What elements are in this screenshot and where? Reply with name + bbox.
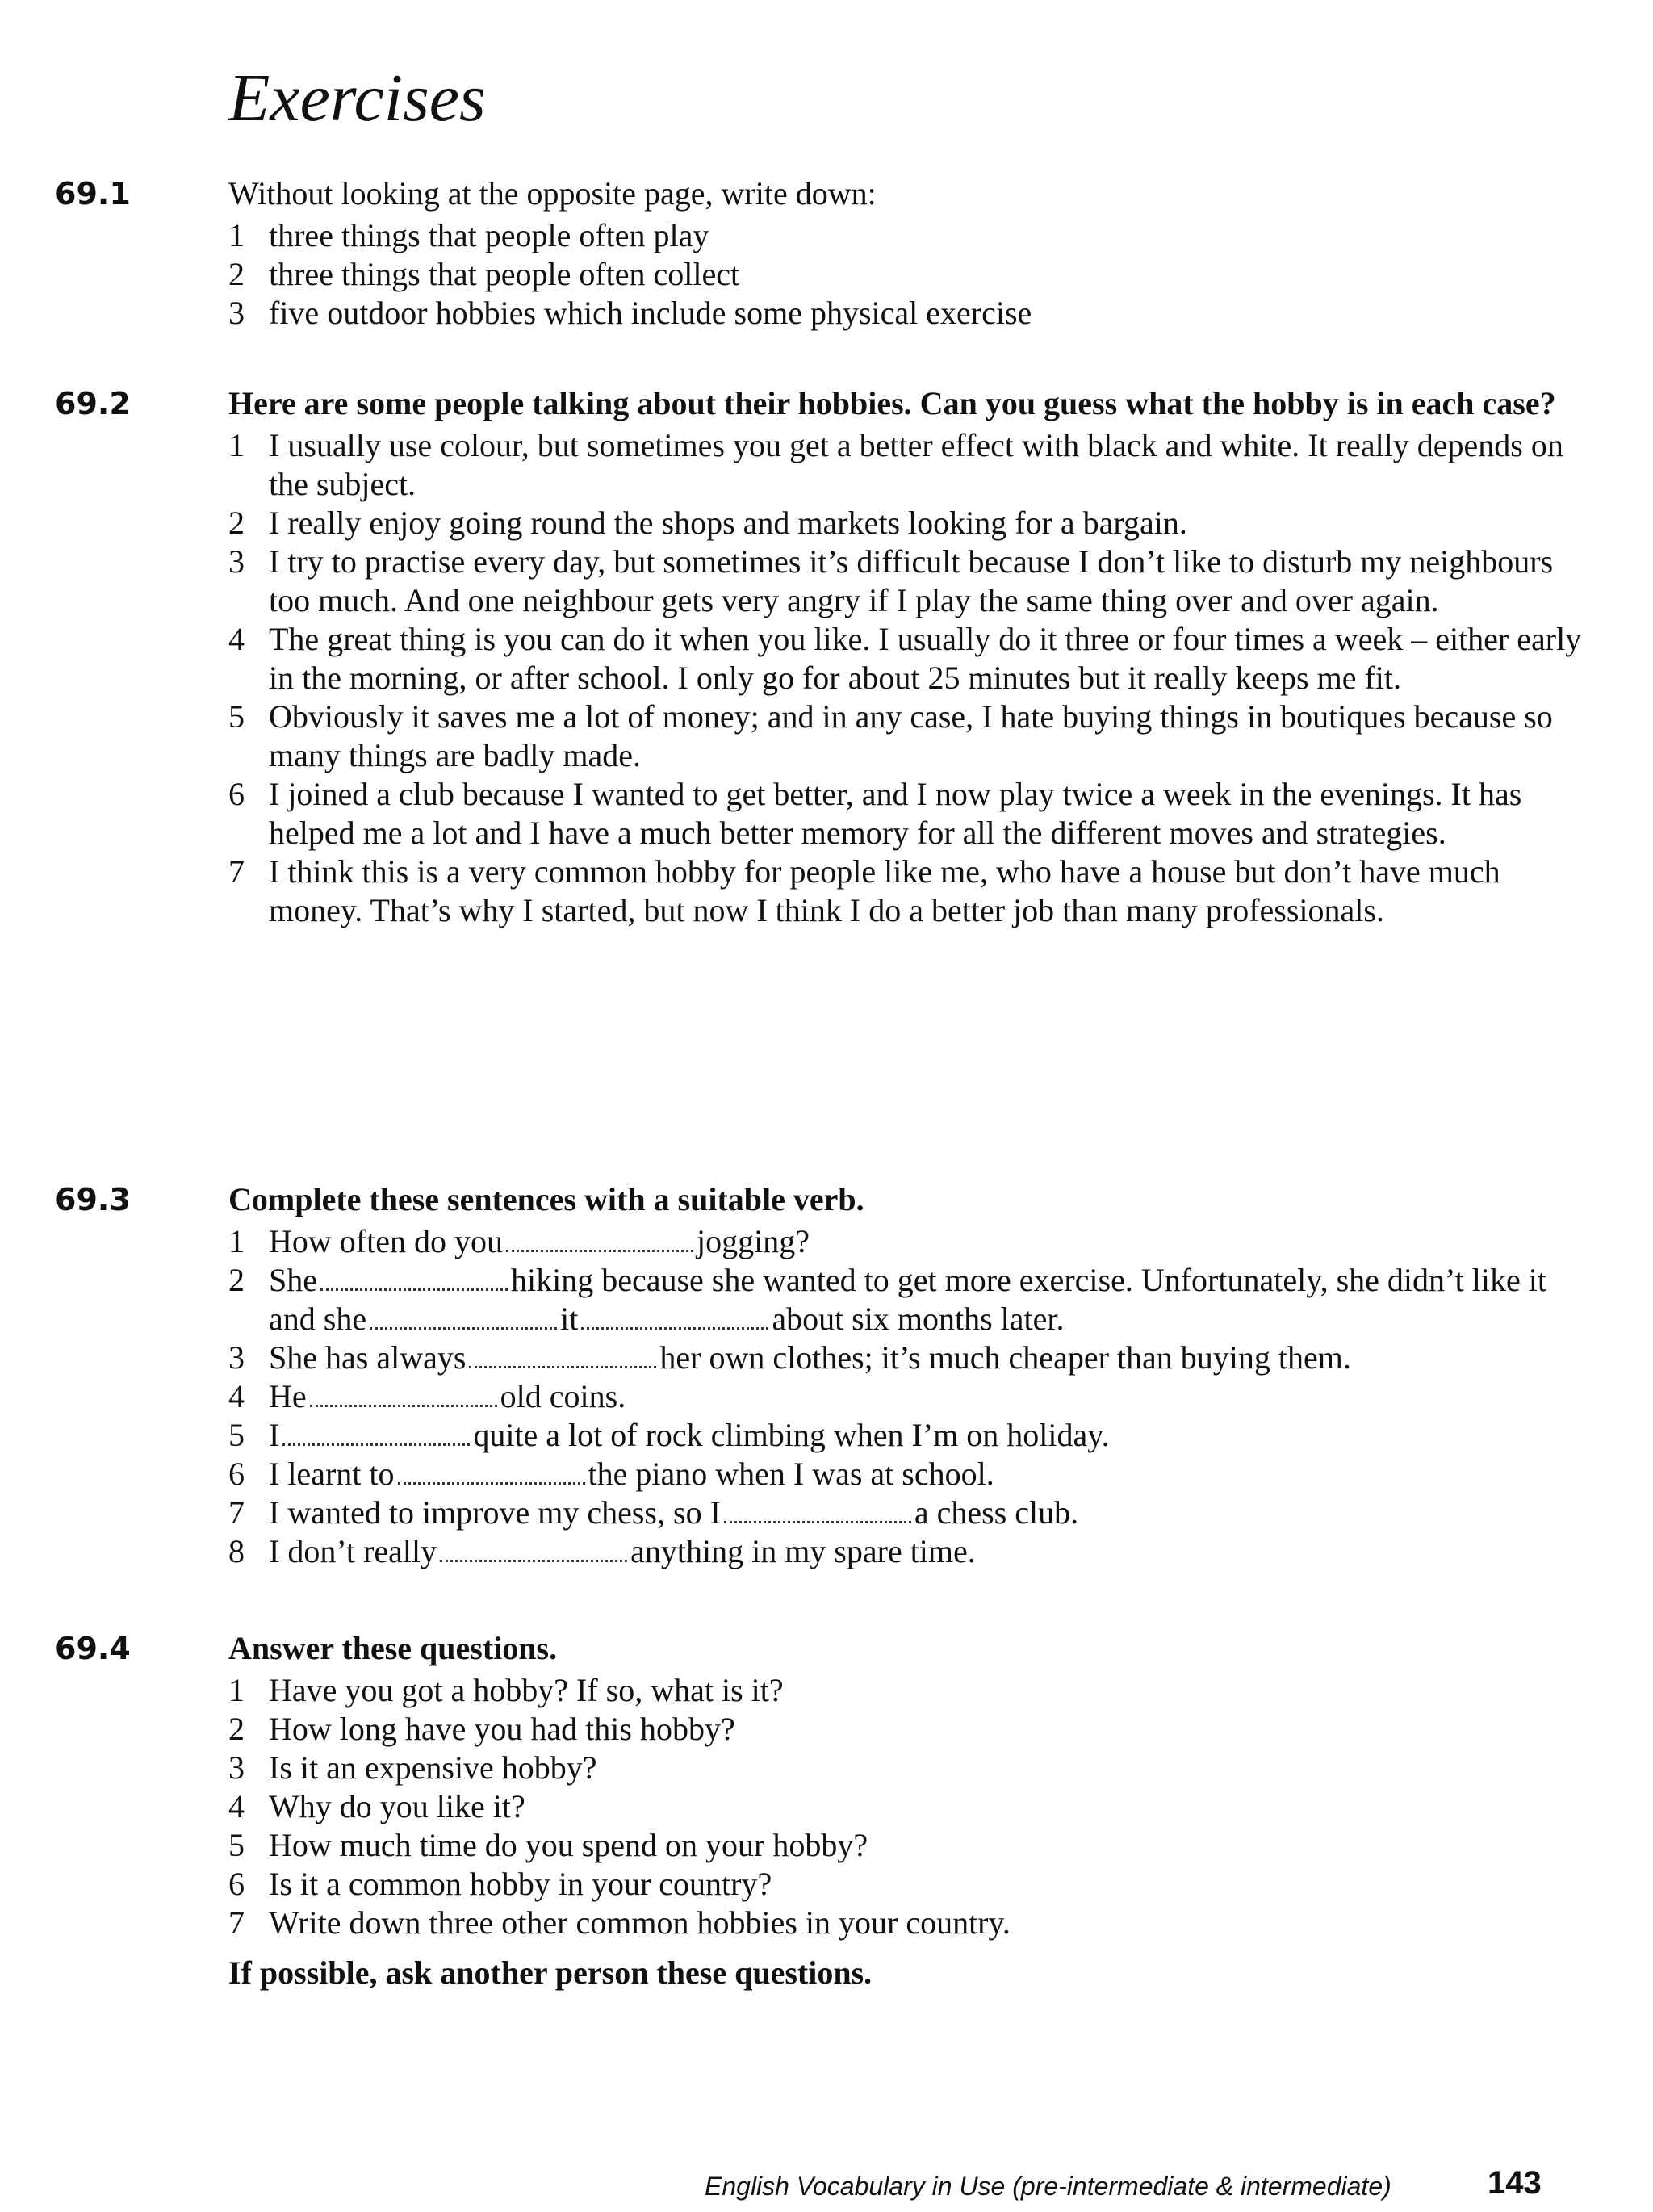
item-number: 3: [228, 1339, 245, 1376]
exercise-instruction: Answer these questions.: [228, 1630, 558, 1666]
item-text: I wanted to improve my chess, so I: [269, 1494, 721, 1531]
exercise-items: [228, 216, 1584, 333]
exercise-number: 69.3: [55, 1182, 131, 1217]
exercise-item: [228, 1671, 1584, 1710]
exercise-number: 69.2: [55, 386, 131, 421]
item-number: 1: [228, 1672, 245, 1708]
exercise-item: [228, 543, 1584, 620]
exercise-item: [228, 1865, 1584, 1904]
exercise-body: [228, 1629, 1584, 1992]
item-number: 7: [228, 1904, 245, 1941]
item-text: I usually use colour, but sometimes you get a better effect with black and white. It really depends on the subject.: [269, 427, 1563, 502]
item-text: about six months later.: [772, 1301, 1065, 1337]
answer-blank[interactable]: [370, 1303, 557, 1330]
item-text: Is it an expensive hobby?: [269, 1749, 597, 1786]
item-number: 2: [228, 505, 245, 541]
exercise-instruction: Without looking at the opposite page, write down:: [228, 175, 877, 212]
exercise-instruction: Complete these sentences with a suitable verb.: [228, 1181, 864, 1217]
answer-blank[interactable]: [506, 1225, 693, 1252]
item-text: three things that people often play: [269, 217, 709, 253]
answer-blank[interactable]: [724, 1497, 911, 1523]
item-text: hiking because she wanted to get more exercise. Unfortunately, she didn’t like it and she: [269, 1262, 1546, 1337]
exercise-item: [228, 1532, 1584, 1571]
exercise-item: [228, 1339, 1584, 1377]
exercise-item: [228, 698, 1584, 775]
item-text: He: [269, 1378, 307, 1414]
answer-blank[interactable]: [469, 1342, 656, 1368]
item-number: 7: [228, 1494, 245, 1531]
exercise-item: [228, 1455, 1584, 1494]
item-number: 1: [228, 217, 245, 253]
exercise-item: [228, 1222, 1584, 1261]
page-title: Exercises: [228, 61, 486, 136]
exercise-items: [228, 1222, 1584, 1571]
item-text: jogging?: [696, 1223, 810, 1259]
exercise-items: [228, 426, 1584, 930]
answer-blank[interactable]: [320, 1264, 508, 1291]
exercise-item: [228, 1261, 1584, 1339]
answer-blank[interactable]: [581, 1303, 768, 1330]
exercise-number: 69.1: [55, 176, 131, 212]
item-number: 4: [228, 621, 245, 657]
exercise-body: [228, 384, 1584, 930]
item-number: 2: [228, 1711, 245, 1747]
answer-blank[interactable]: [310, 1380, 497, 1407]
exercise-item: [228, 1749, 1584, 1787]
item-number: 5: [228, 698, 245, 735]
answer-blank[interactable]: [440, 1535, 627, 1562]
exercise-items: [228, 1671, 1584, 1942]
exercise-item: [228, 620, 1584, 698]
exercise-instruction: Here are some people talking about their hobbies. Can you guess what the hobby is in each case?: [228, 385, 1556, 421]
exercise-body: [228, 174, 1584, 333]
item-number: 1: [228, 427, 245, 463]
exercise-item: [228, 1416, 1584, 1455]
exercise-item: [228, 1787, 1584, 1826]
item-number: 6: [228, 1456, 245, 1492]
item-number: 3: [228, 1749, 245, 1786]
exercise-item: [228, 1710, 1584, 1749]
item-text: five outdoor hobbies which include some physical exercise: [269, 295, 1032, 331]
exercise-item: [228, 853, 1584, 930]
item-text: I try to practise every day, but sometimes it’s difficult because I don’t like to disturb my neighbours too much. And one neighbour gets very angry if I play the same thing over and over again.: [269, 543, 1554, 618]
item-text: I don’t really: [269, 1533, 437, 1569]
exercise-number: 69.4: [55, 1631, 131, 1666]
item-text: Have you got a hobby? If so, what is it?: [269, 1672, 784, 1708]
exercise-item: [228, 775, 1584, 853]
item-number: 1: [228, 1223, 245, 1259]
footer-book-title: English Vocabulary in Use (pre-intermediate & intermediate): [705, 2172, 1391, 2201]
exercise-item: [228, 255, 1584, 294]
item-text: Obviously it saves me a lot of money; and in any case, I hate buying things in boutiques because so many things are badly made.: [269, 698, 1553, 773]
item-text: How often do you: [269, 1223, 503, 1259]
exercise-item: [228, 1904, 1584, 1942]
item-number: 3: [228, 543, 245, 580]
item-number: 5: [228, 1417, 245, 1453]
closing-instruction: If possible, ask another person these questions.: [228, 1954, 873, 1991]
item-number: 4: [228, 1378, 245, 1414]
item-text: a chess club.: [914, 1494, 1079, 1531]
exercise-item: [228, 1494, 1584, 1532]
item-text: How much time do you spend on your hobby?: [269, 1827, 868, 1863]
item-text: Is it a common hobby in your country?: [269, 1866, 772, 1902]
item-number: 6: [228, 776, 245, 812]
item-text: quite a lot of rock climbing when I’m on holiday.: [473, 1417, 1110, 1453]
item-number: 2: [228, 1262, 245, 1298]
exercise-item: [228, 216, 1584, 255]
item-text: I: [269, 1417, 280, 1453]
item-text: Why do you like it?: [269, 1788, 525, 1824]
item-text: her own clothes; it’s much cheaper than buying them.: [659, 1339, 1351, 1376]
item-text: old coins.: [500, 1378, 626, 1414]
page-number: 143: [1488, 2165, 1542, 2201]
exercise-item: [228, 426, 1584, 504]
item-text: She: [269, 1262, 317, 1298]
item-text: I learnt to: [269, 1456, 395, 1492]
exercise-item: [228, 504, 1584, 543]
item-text: How long have you had this hobby?: [269, 1711, 735, 1747]
item-number: 3: [228, 295, 245, 331]
item-text: The great thing is you can do it when you like. I usually do it three or four times a week – either early in the morning, or after school. I only go for about 25 minutes but it really keeps me fit.: [269, 621, 1582, 696]
item-text: it: [560, 1301, 579, 1337]
item-number: 4: [228, 1788, 245, 1824]
item-text: I think this is a very common hobby for people like me, who have a house but don’t have much money. That’s why I started, but now I think I do a better job than many professionals.: [269, 853, 1500, 928]
item-text: I really enjoy going round the shops and markets looking for a bargain.: [269, 505, 1187, 541]
item-number: 7: [228, 853, 245, 890]
item-text: the piano when I was at school.: [588, 1456, 994, 1492]
item-number: 5: [228, 1827, 245, 1863]
exercise-item: [228, 1826, 1584, 1865]
exercise-item: [228, 1377, 1584, 1416]
item-text: three things that people often collect: [269, 256, 740, 292]
item-text: I joined a club because I wanted to get better, and I now play twice a week in the evenings. It has helped me a lot and I have a much better memory for all the different moves and strategies.: [269, 776, 1522, 851]
exercise-body: [228, 1180, 1584, 1571]
item-text: Write down three other common hobbies in your country.: [269, 1904, 1011, 1941]
item-text: She has always: [269, 1339, 467, 1376]
item-number: 6: [228, 1866, 245, 1902]
answer-blank[interactable]: [398, 1458, 585, 1485]
item-number: 8: [228, 1533, 245, 1569]
exercise-item: [228, 294, 1584, 333]
item-number: 2: [228, 256, 245, 292]
answer-blank[interactable]: [282, 1419, 470, 1446]
item-text: anything in my spare time.: [630, 1533, 976, 1569]
